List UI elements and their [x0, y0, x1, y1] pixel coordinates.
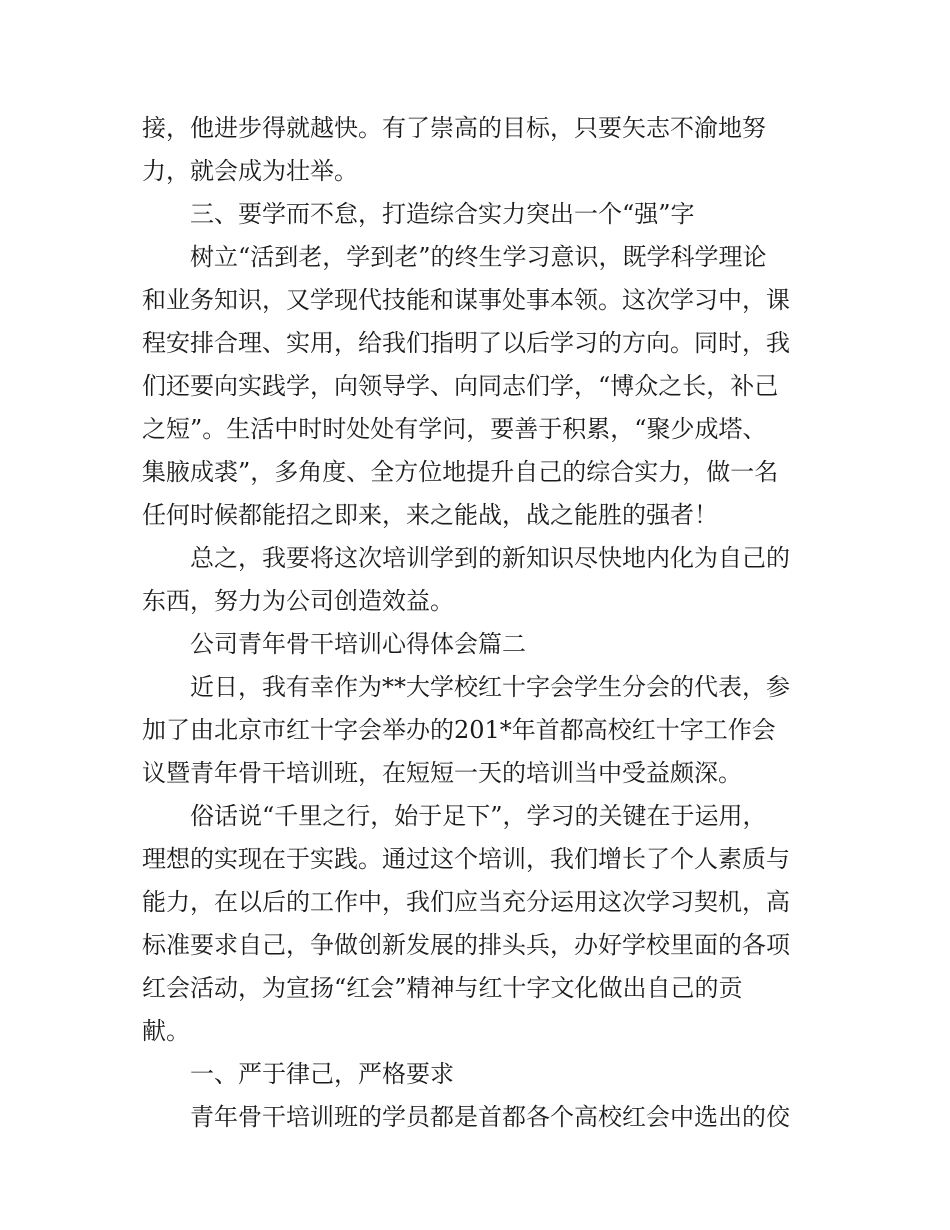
text-line: 红会活动，为宣扬“红会”精神与红十字文化做出自己的贡 [142, 974, 743, 1002]
text-line: 接，他进步得就越快。有了崇高的目标，只要矢志不渝地努 [142, 114, 766, 142]
text-line: 们还要向实践学，向领导学、向同志们学，“博众之长，补己 [142, 372, 779, 400]
text-line: 集腋成裘”，多角度、全方位地提升自己的综合实力，做一名 [142, 458, 779, 486]
text-line: 之短”。生活中时时处处有学问，要善于积累，“聚少成塔、 [142, 415, 767, 443]
text-line: 任何时候都能招之即来，来之能战，战之能胜的强者！ [142, 501, 718, 529]
text-line: 俗话说“千里之行，始于足下”，学习的关键在于运用， [190, 802, 767, 830]
text-line: 标准要求自己，争做创新发展的排头兵，办好学校里面的各项 [142, 931, 790, 959]
text-line: 议暨青年骨干培训班，在短短一天的培训当中受益颇深。 [142, 759, 742, 787]
text-line: 总之，我要将这次培训学到的新知识尽快地内化为自己的 [190, 544, 790, 572]
text-line: 加了由北京市红十字会举办的201*年首都高校红十字工作会 [142, 716, 776, 744]
text-line: 程安排合理、实用，给我们指明了以后学习的方向。同时，我 [142, 329, 790, 357]
text-line: 近日，我有幸作为**大学校红十字会学生分会的代表，参 [190, 673, 790, 701]
text-line: 树立“活到老，学到老”的终生学习意识，既学科学理论 [190, 243, 767, 271]
article-title: 公司青年骨干培训心得体会篇二 [190, 630, 526, 658]
section-heading: 一、严于律己，严格要求 [190, 1060, 454, 1088]
text-line: 青年骨干培训班的学员都是首都各个高校红会中选出的佼 [190, 1103, 790, 1131]
text-line: 献。 [142, 1017, 190, 1045]
text-line: 力，就会成为壮举。 [142, 157, 358, 185]
section-heading: 三、要学而不怠，打造综合实力突出一个“强”字 [190, 200, 695, 228]
text-line: 东西，努力为公司创造效益。 [142, 587, 454, 615]
text-line: 和业务知识，又学现代技能和谋事处事本领。这次学习中，课 [142, 286, 790, 314]
text-line: 理想的实现在于实践。通过这个培训，我们增长了个人素质与 [142, 845, 790, 873]
text-line: 能力，在以后的工作中，我们应当充分运用这次学习契机，高 [142, 888, 790, 916]
